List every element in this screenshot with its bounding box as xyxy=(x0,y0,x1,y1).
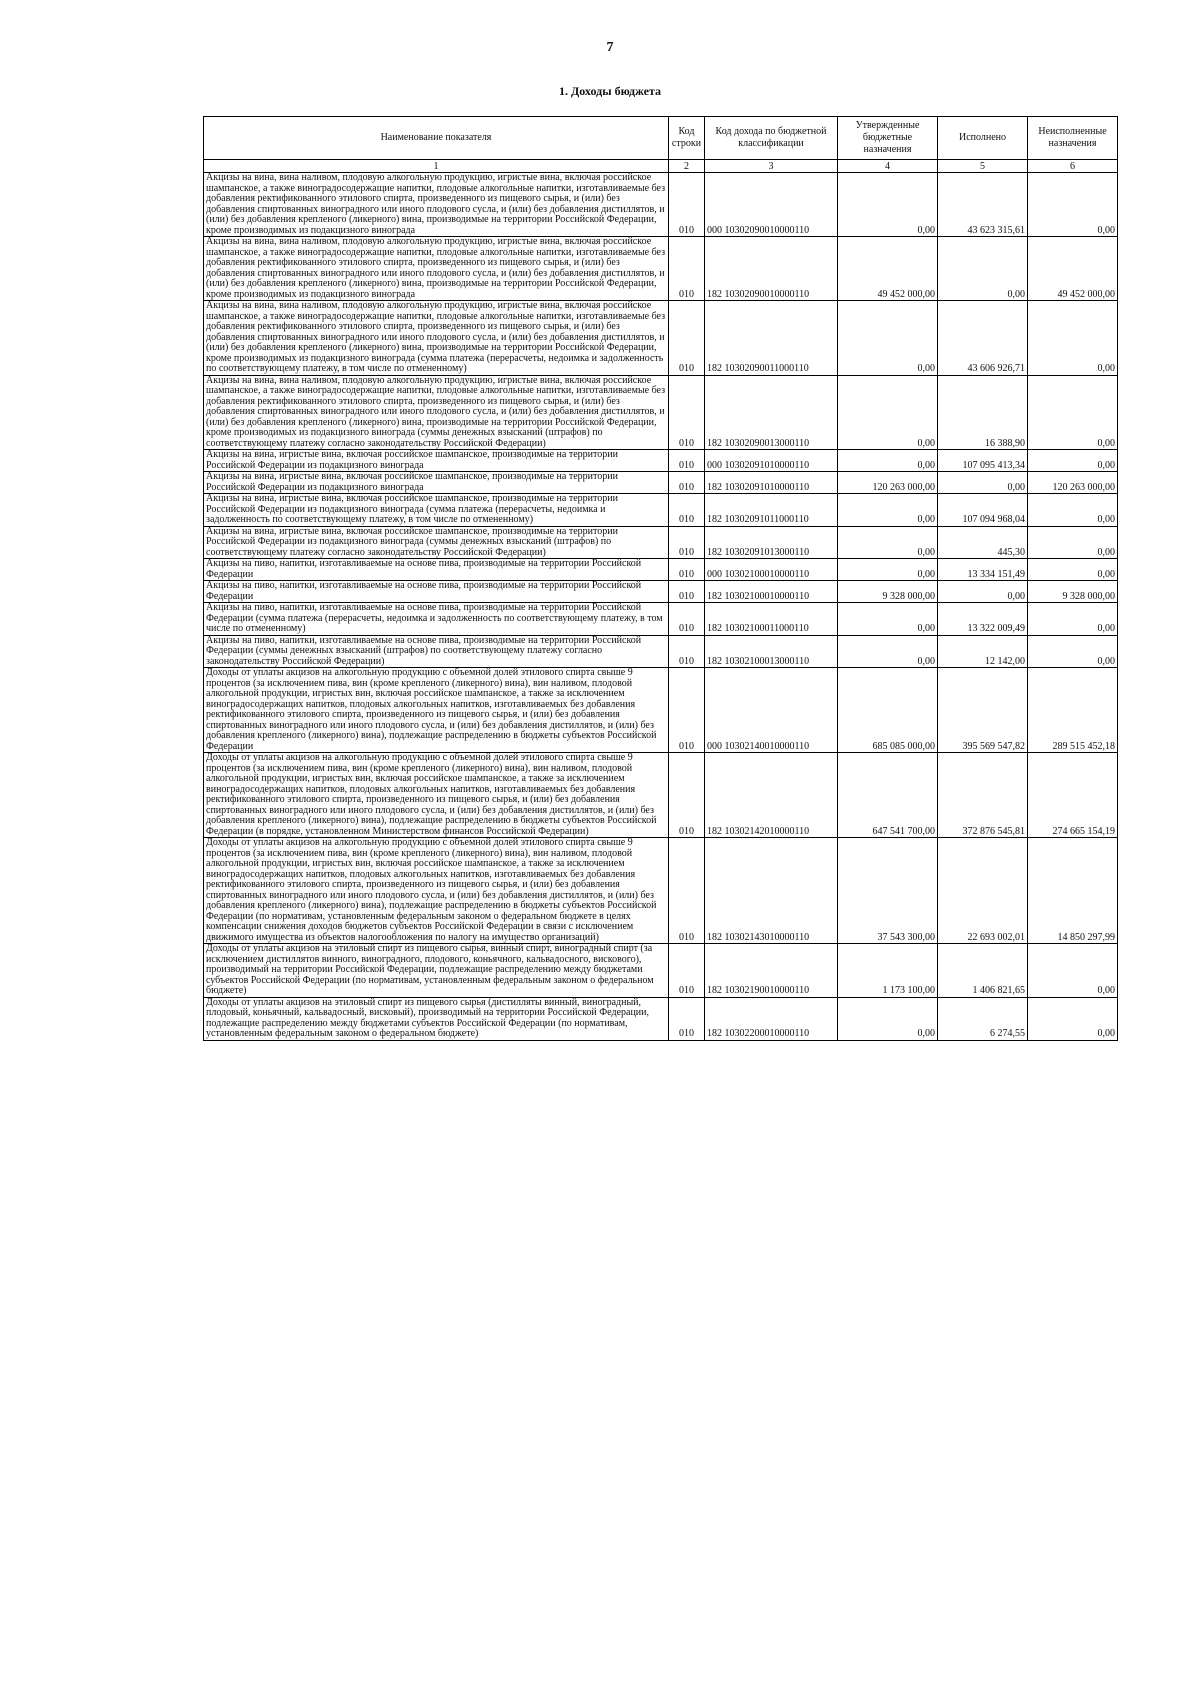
table-row xyxy=(204,173,1118,237)
row-approved: 0,00 xyxy=(838,173,938,237)
section-title: 1. Доходы бюджета xyxy=(558,84,662,98)
row-unexecuted: 49 452 000,00 xyxy=(1028,237,1118,301)
row-indicator-name: Акцизы на пиво, напитки, изготавливаемые на основе пива, производимые на территории Российской Федерации xyxy=(204,581,669,603)
row-approved: 0,00 xyxy=(838,450,938,472)
row-indicator-name: Доходы от уплаты акцизов на этиловый спирт из пищевого сырья, винный спирт, виноградный спирт (за исключением дистиллятов винного, виноградного, плодового, коньячного, кальвадосного, вискового), производимый на территории Российской Федерации, подлежащие распределению между бюджетами субъектов Российской Федерации (по нормативам, установленным федеральным законом о федеральном бюджете) xyxy=(204,944,669,998)
row-income-code: 182 10302091013000110 xyxy=(705,526,838,559)
header-approved: Утвержденные бюджетные назначения xyxy=(838,117,938,160)
row-line-code: 010 xyxy=(669,635,705,668)
row-approved: 37 543 300,00 xyxy=(838,838,938,944)
table-row xyxy=(204,944,1118,998)
row-unexecuted: 0,00 xyxy=(1028,526,1118,559)
page-number: 7 xyxy=(606,40,614,55)
table-row xyxy=(204,559,1118,581)
row-line-code: 010 xyxy=(669,997,705,1040)
row-line-code: 010 xyxy=(669,301,705,376)
row-approved: 0,00 xyxy=(838,997,938,1040)
row-indicator-name: Акцизы на вина, вина наливом, плодовую алкогольную продукцию, игристые вина, включая российское шампанское, а также виноградосодержащие напитки, плодовые алкогольные напитки, изготавливаемые без добавления ректификованного этилового спирта, произведенного из пищевого сырья, и (или) без добавления спиртованных виноградного или иного плодового сусла, и (или) без добавления дистиллятов, и (или) без добавления крепленого (ликерного) вина, производимые на территории Российской Федерации, кроме производимых из подакцизного винограда (сумма платежа (перерасчеты, недоимка и задолженность по соответствующему платежу, в том числе по отмененному) xyxy=(204,301,669,376)
row-indicator-name: Акцизы на вина, игристые вина, включая российское шампанское, производимые на территории Российской Федерации из подакцизного винограда xyxy=(204,450,669,472)
row-unexecuted: 289 515 452,18 xyxy=(1028,668,1118,753)
table-row xyxy=(204,526,1118,559)
row-approved: 0,00 xyxy=(838,603,938,636)
row-executed: 43 623 315,61 xyxy=(938,173,1028,237)
column-number: 4 xyxy=(838,160,938,173)
row-income-code: 182 10302091010000110 xyxy=(705,472,838,494)
row-approved: 0,00 xyxy=(838,375,938,450)
row-line-code: 010 xyxy=(669,173,705,237)
row-income-code: 182 10302142010000110 xyxy=(705,753,838,838)
row-unexecuted: 9 328 000,00 xyxy=(1028,581,1118,603)
row-indicator-name: Акцизы на вина, игристые вина, включая российское шампанское, производимые на территории Российской Федерации из подакцизного винограда (сумма платежа (перерасчеты, недоимка и задолженность по соответствующему платежу, в том числе по отмененному) xyxy=(204,494,669,527)
row-income-code: 182 10302200010000110 xyxy=(705,997,838,1040)
row-unexecuted: 0,00 xyxy=(1028,301,1118,376)
row-indicator-name: Акцизы на вина, вина наливом, плодовую алкогольную продукцию, игристые вина, включая российское шампанское, а также виноградосодержащие напитки, плодовые алкогольные напитки, изготавливаемые без добавления ректификованного этилового спирта, произведенного из пищевого сырья, и (или) без добавления спиртованных виноградного или иного плодового сусла, и (или) без добавления дистиллятов, и (или) без добавления крепленого (ликерного) вина, производимые на территории Российской Федерации, кроме производимых из подакцизного винограда (суммы денежных взысканий (штрафов) по соответствующему платежу согласно законодательству Российской Федерации) xyxy=(204,375,669,450)
row-income-code: 182 10302143010000110 xyxy=(705,838,838,944)
row-line-code: 010 xyxy=(669,375,705,450)
table-row xyxy=(204,237,1118,301)
header-indicator-name: Наименование показателя xyxy=(204,117,669,160)
row-approved: 1 173 100,00 xyxy=(838,944,938,998)
row-line-code: 010 xyxy=(669,559,705,581)
table-row xyxy=(204,838,1118,944)
row-indicator-name: Акцизы на пиво, напитки, изготавливаемые на основе пива, производимые на территории Российской Федерации xyxy=(204,559,669,581)
row-indicator-name: Доходы от уплаты акцизов на алкогольную продукцию с объемной долей этилового спирта свыше 9 процентов (за исключением пива, вин (кроме крепленого (ликерного) вина), вин наливом, плодовой алкогольной продукции, игристых вин, включая российское шампанское, а также за исключением виноградосодержащих напитков, плодовых алкогольных напитков, изготавливаемых без добавления ректификованного этилового спирта, произведенного из пищевого сырья, и (или) без добавления спиртованных виноградного или иного плодового сусла, и (или) без добавления дистиллятов, и (или) без добавления крепленого (ликерного) вина), подлежащие распределению в бюджеты субъектов Российской Федерации xyxy=(204,668,669,753)
row-approved: 0,00 xyxy=(838,635,938,668)
table-row xyxy=(204,301,1118,376)
row-indicator-name: Доходы от уплаты акцизов на алкогольную продукцию с объемной долей этилового спирта свыше 9 процентов (за исключением пива, вин (кроме крепленого (ликерного) вина), вин наливом, плодовой алкогольной продукции, игристых вин, включая российское шампанское, а также за исключением виноградосодержащих напитков, плодовых алкогольных напитков, изготавливаемых без добавления ректификованного этилового спирта, произведенного из пищевого сырья, и (или) без добавления спиртованных виноградного или иного плодового сусла, и (или) без добавления дистиллятов, и (или) без добавления крепленого (ликерного) вина), подлежащие распределению в бюджеты субъектов Российской Федерации (по нормативам, установленным федеральным законом о федеральном бюджете в целях компенсации снижения доходов бюджетов субъектов Российской Федерации в связи с исключением движимого имущества из объектов налогообложения по налогу на имущество организаций) xyxy=(204,838,669,944)
table-row xyxy=(204,450,1118,472)
table-row xyxy=(204,753,1118,838)
header-executed: Исполнено xyxy=(938,117,1028,160)
table-header-row xyxy=(204,117,1118,160)
header-unexecuted: Неисполненные назначения xyxy=(1028,117,1118,160)
row-executed: 13 334 151,49 xyxy=(938,559,1028,581)
row-income-code: 182 10302190010000110 xyxy=(705,944,838,998)
row-line-code: 010 xyxy=(669,472,705,494)
row-income-code: 182 10302100011000110 xyxy=(705,603,838,636)
row-income-code: 182 10302100010000110 xyxy=(705,581,838,603)
table-row xyxy=(204,375,1118,450)
table-row xyxy=(204,603,1118,636)
row-executed: 13 322 009,49 xyxy=(938,603,1028,636)
row-income-code: 000 10302140010000110 xyxy=(705,668,838,753)
row-unexecuted: 0,00 xyxy=(1028,375,1118,450)
row-approved: 0,00 xyxy=(838,301,938,376)
table-row xyxy=(204,635,1118,668)
row-unexecuted: 0,00 xyxy=(1028,944,1118,998)
row-approved: 0,00 xyxy=(838,494,938,527)
row-income-code: 182 10302090010000110 xyxy=(705,237,838,301)
row-unexecuted: 0,00 xyxy=(1028,997,1118,1040)
row-executed: 0,00 xyxy=(938,581,1028,603)
row-executed: 0,00 xyxy=(938,472,1028,494)
row-income-code: 182 10302100013000110 xyxy=(705,635,838,668)
row-income-code: 000 10302091010000110 xyxy=(705,450,838,472)
row-unexecuted: 0,00 xyxy=(1028,635,1118,668)
header-line-code: Код строки xyxy=(669,117,705,160)
row-unexecuted: 0,00 xyxy=(1028,173,1118,237)
row-indicator-name: Доходы от уплаты акцизов на алкогольную продукцию с объемной долей этилового спирта свыше 9 процентов (за исключением пива, вин (кроме крепленого (ликерного) вина), вин наливом, плодовой алкогольной продукции, игристых вин, включая российское шампанское, а также за исключением виноградосодержащих напитков, плодовых алкогольных напитков, изготавливаемых без добавления ректификованного этилового спирта, произведенного из пищевого сырья, и (или) без добавления спиртованных виноградного или иного плодового сусла, и (или) без добавления дистиллятов, и (или) без добавления крепленого (ликерного) вина), подлежащие распределению в бюджеты субъектов Российской Федерации (в порядке, установленном Министерством финансов Российской Федерации) xyxy=(204,753,669,838)
header-income-code: Код дохода по бюджетной классификации xyxy=(705,117,838,160)
row-income-code: 000 10302090010000110 xyxy=(705,173,838,237)
row-executed: 0,00 xyxy=(938,237,1028,301)
table-row xyxy=(204,472,1118,494)
row-approved: 120 263 000,00 xyxy=(838,472,938,494)
row-indicator-name: Доходы от уплаты акцизов на этиловый спирт из пищевого сырья (дистилляты винный, виноградный, плодовый, коньячный, кальвадосный, висковый), производимый на территории Российской Федерации, подлежащие распределению между бюджетами субъектов Российской Федерации (по нормативам, установленным федеральным законом о федеральном бюджете) xyxy=(204,997,669,1040)
column-number: 3 xyxy=(705,160,838,173)
row-unexecuted: 0,00 xyxy=(1028,494,1118,527)
row-executed: 107 095 413,34 xyxy=(938,450,1028,472)
column-number: 1 xyxy=(204,160,669,173)
row-executed: 1 406 821,65 xyxy=(938,944,1028,998)
row-approved: 647 541 700,00 xyxy=(838,753,938,838)
table-row xyxy=(204,494,1118,527)
row-unexecuted: 0,00 xyxy=(1028,603,1118,636)
row-executed: 395 569 547,82 xyxy=(938,668,1028,753)
row-indicator-name: Акцизы на вина, игристые вина, включая российское шампанское, производимые на территории Российской Федерации из подакцизного винограда (суммы денежных взысканий (штрафов) по соответствующему платежу согласно законодательству Российской Федерации) xyxy=(204,526,669,559)
row-unexecuted: 0,00 xyxy=(1028,450,1118,472)
row-executed: 372 876 545,81 xyxy=(938,753,1028,838)
row-indicator-name: Акцизы на вина, вина наливом, плодовую алкогольную продукцию, игристые вина, включая российское шампанское, а также виноградосодержащие напитки, плодовые алкогольные напитки, изготавливаемые без добавления ректификованного этилового спирта, произведенного из пищевого сырья, и (или) без добавления спиртованных виноградного или иного плодового сусла, и (или) без добавления дистиллятов, и (или) без добавления крепленого (ликерного) вина, производимые на территории Российской Федерации, кроме производимых из подакцизного винограда xyxy=(204,173,669,237)
row-line-code: 010 xyxy=(669,753,705,838)
row-line-code: 010 xyxy=(669,603,705,636)
row-line-code: 010 xyxy=(669,838,705,944)
row-executed: 43 606 926,71 xyxy=(938,301,1028,376)
row-approved: 0,00 xyxy=(838,559,938,581)
row-unexecuted: 0,00 xyxy=(1028,559,1118,581)
column-number: 5 xyxy=(938,160,1028,173)
row-income-code: 182 10302090011000110 xyxy=(705,301,838,376)
row-executed: 16 388,90 xyxy=(938,375,1028,450)
row-line-code: 010 xyxy=(669,450,705,472)
row-line-code: 010 xyxy=(669,526,705,559)
row-indicator-name: Акцизы на вина, игристые вина, включая российское шампанское, производимые на территории Российской Федерации из подакцизного винограда xyxy=(204,472,669,494)
row-approved: 49 452 000,00 xyxy=(838,237,938,301)
row-unexecuted: 120 263 000,00 xyxy=(1028,472,1118,494)
row-line-code: 010 xyxy=(669,944,705,998)
row-approved: 685 085 000,00 xyxy=(838,668,938,753)
row-line-code: 010 xyxy=(669,494,705,527)
row-indicator-name: Акцизы на пиво, напитки, изготавливаемые на основе пива, производимые на территории Российской Федерации (суммы денежных взысканий (штрафов) по соответствующему платежу согласно законодательству Российской Федерации) xyxy=(204,635,669,668)
row-executed: 6 274,55 xyxy=(938,997,1028,1040)
row-executed: 12 142,00 xyxy=(938,635,1028,668)
column-number: 6 xyxy=(1028,160,1118,173)
row-executed: 107 094 968,04 xyxy=(938,494,1028,527)
income-table xyxy=(203,116,1118,1041)
row-executed: 22 693 002,01 xyxy=(938,838,1028,944)
row-executed: 445,30 xyxy=(938,526,1028,559)
table-row xyxy=(204,668,1118,753)
row-line-code: 010 xyxy=(669,237,705,301)
row-income-code: 182 10302090013000110 xyxy=(705,375,838,450)
row-indicator-name: Акцизы на вина, вина наливом, плодовую алкогольную продукцию, игристые вина, включая российское шампанское, а также виноградосодержащие напитки, плодовые алкогольные напитки, изготавливаемые без добавления ректификованного этилового спирта, произведенного из пищевого сырья, и (или) без добавления спиртованных виноградного или иного плодового сусла, и (или) без добавления дистиллятов, и (или) без добавления крепленого (ликерного) вина, производимые на территории Российской Федерации, кроме производимых из подакцизного винограда xyxy=(204,237,669,301)
column-number: 2 xyxy=(669,160,705,173)
table-row xyxy=(204,581,1118,603)
row-line-code: 010 xyxy=(669,668,705,753)
table-row xyxy=(204,997,1118,1040)
row-line-code: 010 xyxy=(669,581,705,603)
row-unexecuted: 274 665 154,19 xyxy=(1028,753,1118,838)
row-indicator-name: Акцизы на пиво, напитки, изготавливаемые на основе пива, производимые на территории Российской Федерации (сумма платежа (перерасчеты, недоимка и задолженность по соответствующему платежу, в том числе по отмененному) xyxy=(204,603,669,636)
row-unexecuted: 14 850 297,99 xyxy=(1028,838,1118,944)
column-number-row xyxy=(204,160,1118,173)
row-income-code: 182 10302091011000110 xyxy=(705,494,838,527)
row-income-code: 000 10302100010000110 xyxy=(705,559,838,581)
row-approved: 0,00 xyxy=(838,526,938,559)
row-approved: 9 328 000,00 xyxy=(838,581,938,603)
